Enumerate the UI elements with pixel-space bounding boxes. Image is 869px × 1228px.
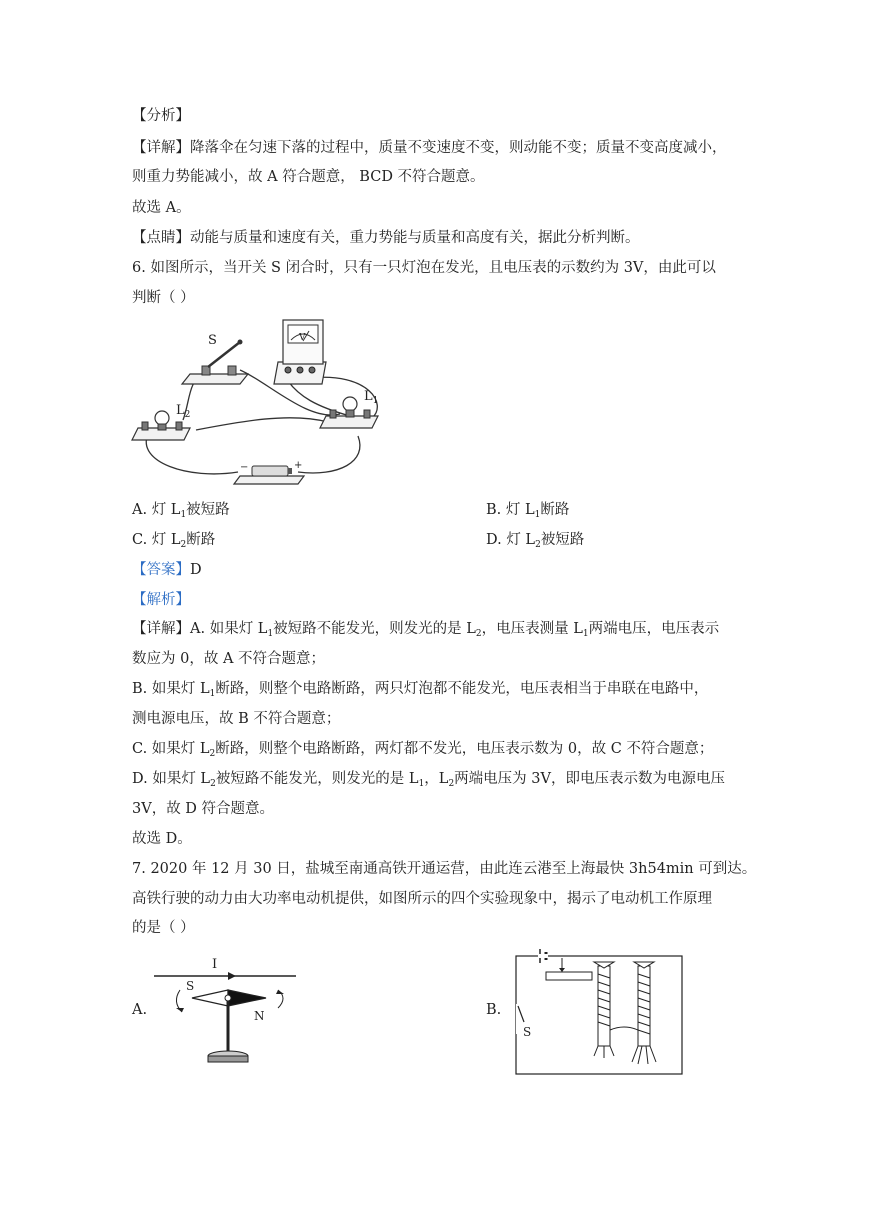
current-label: I [212, 957, 218, 972]
q6-exp-a-line-1: 【详解】A. 如果灯 $L_1$被短路不能发光，则发光的是 $L_2$，电压表测量 $L_1$两端电压，电压表示 [132, 621, 720, 639]
detail-line-1: 【详解】降落伞在匀速下落的过程中，质量不变速度不变，则动能不变；质量不变高度减小， [132, 140, 727, 156]
q7-option-a-label[interactable]: A. [132, 1002, 148, 1018]
q7-stem-line-3: 的是（ ） [132, 920, 195, 936]
q7-figure-b [510, 944, 690, 1079]
q6-exp-b-line-2: 测电源电压，故 B 不符合题意； [132, 711, 341, 727]
south-label: S [186, 979, 195, 993]
q7-option-b-label[interactable]: B. [486, 1002, 502, 1018]
q6-option-b[interactable]: B. 灯 $L_1$断路 [486, 502, 570, 520]
q7-stem-line-2: 高铁行驶的动力由大功率电动机提供，如图所示的四个实验现象中，揭示了电动机工作原理 [132, 891, 712, 907]
q7-figure-a [150, 950, 300, 1070]
choose-line: 故选 A。 [132, 200, 191, 216]
meter-label: V [299, 333, 306, 343]
q6-answer: 【答案】D [132, 562, 202, 578]
switch-label: S [208, 333, 217, 348]
q6-stem-line-2: 判断（ ） [132, 290, 195, 306]
switch-b-label: S [523, 1025, 532, 1039]
q6-exp-c-line-1: C. 如果灯 $L_2$断路，则整个电路断路，两灯都不发光，电压表示数为 0，故 C 不符合题意； [132, 741, 714, 759]
q6-stem-line-1: 6. 如图所示，当开关 S 闭合时，只有一只灯泡在发光，且电压表的示数约为 3V，由此可以 [132, 260, 716, 276]
q6-exp-d-line-1: D. 如果灯 $L_2$被短路不能发光，则发光的是 $L_1$，$L_2$两端电压为 3V，即电压表示数为电源电压 [132, 771, 725, 789]
q6-circuit-figure [128, 312, 408, 492]
lamp2-label: $L_2$ [176, 403, 191, 420]
tip-line: 【点睛】动能与质量和速度有关，重力势能与质量和高度有关，据此分析判断。 [132, 230, 640, 246]
section-tag-fenxi: 【分析】 [132, 108, 190, 124]
q6-exp-choose: 故选 D。 [132, 831, 192, 847]
q6-option-d[interactable]: D. 灯 $L_2$被短路 [486, 532, 585, 550]
q6-exp-b-line-1: B. 如果灯 $L_1$断路，则整个电路断路，两只灯泡都不能发光，电压表相当于串联在电路中， [132, 681, 709, 699]
q6-jiexi-tag: 【解析】 [132, 592, 190, 608]
lamp1-label: $L_1$ [364, 389, 379, 406]
q6-exp-d-line-2: 3V，故 D 符合题意。 [132, 801, 275, 817]
q6-option-a[interactable]: A. 灯 $L_1$被短路 [132, 502, 230, 520]
q6-exp-a-line-2: 数应为 0，故 A 不符合题意； [132, 651, 326, 667]
north-label: N [254, 1009, 265, 1023]
q7-stem-line-1: 7. 2020 年 12 月 30 日，盐城至南通高铁开通运营，由此连云港至上海最快 3h54min 可到达。 [132, 861, 757, 877]
battery-minus: − [240, 462, 249, 473]
q6-option-c[interactable]: C. 灯 $L_2$断路 [132, 532, 216, 550]
battery-plus: + [294, 460, 303, 471]
detail-line-2: 则重力势能减小，故 A 符合题意， BCD 不符合题意。 [132, 169, 485, 185]
